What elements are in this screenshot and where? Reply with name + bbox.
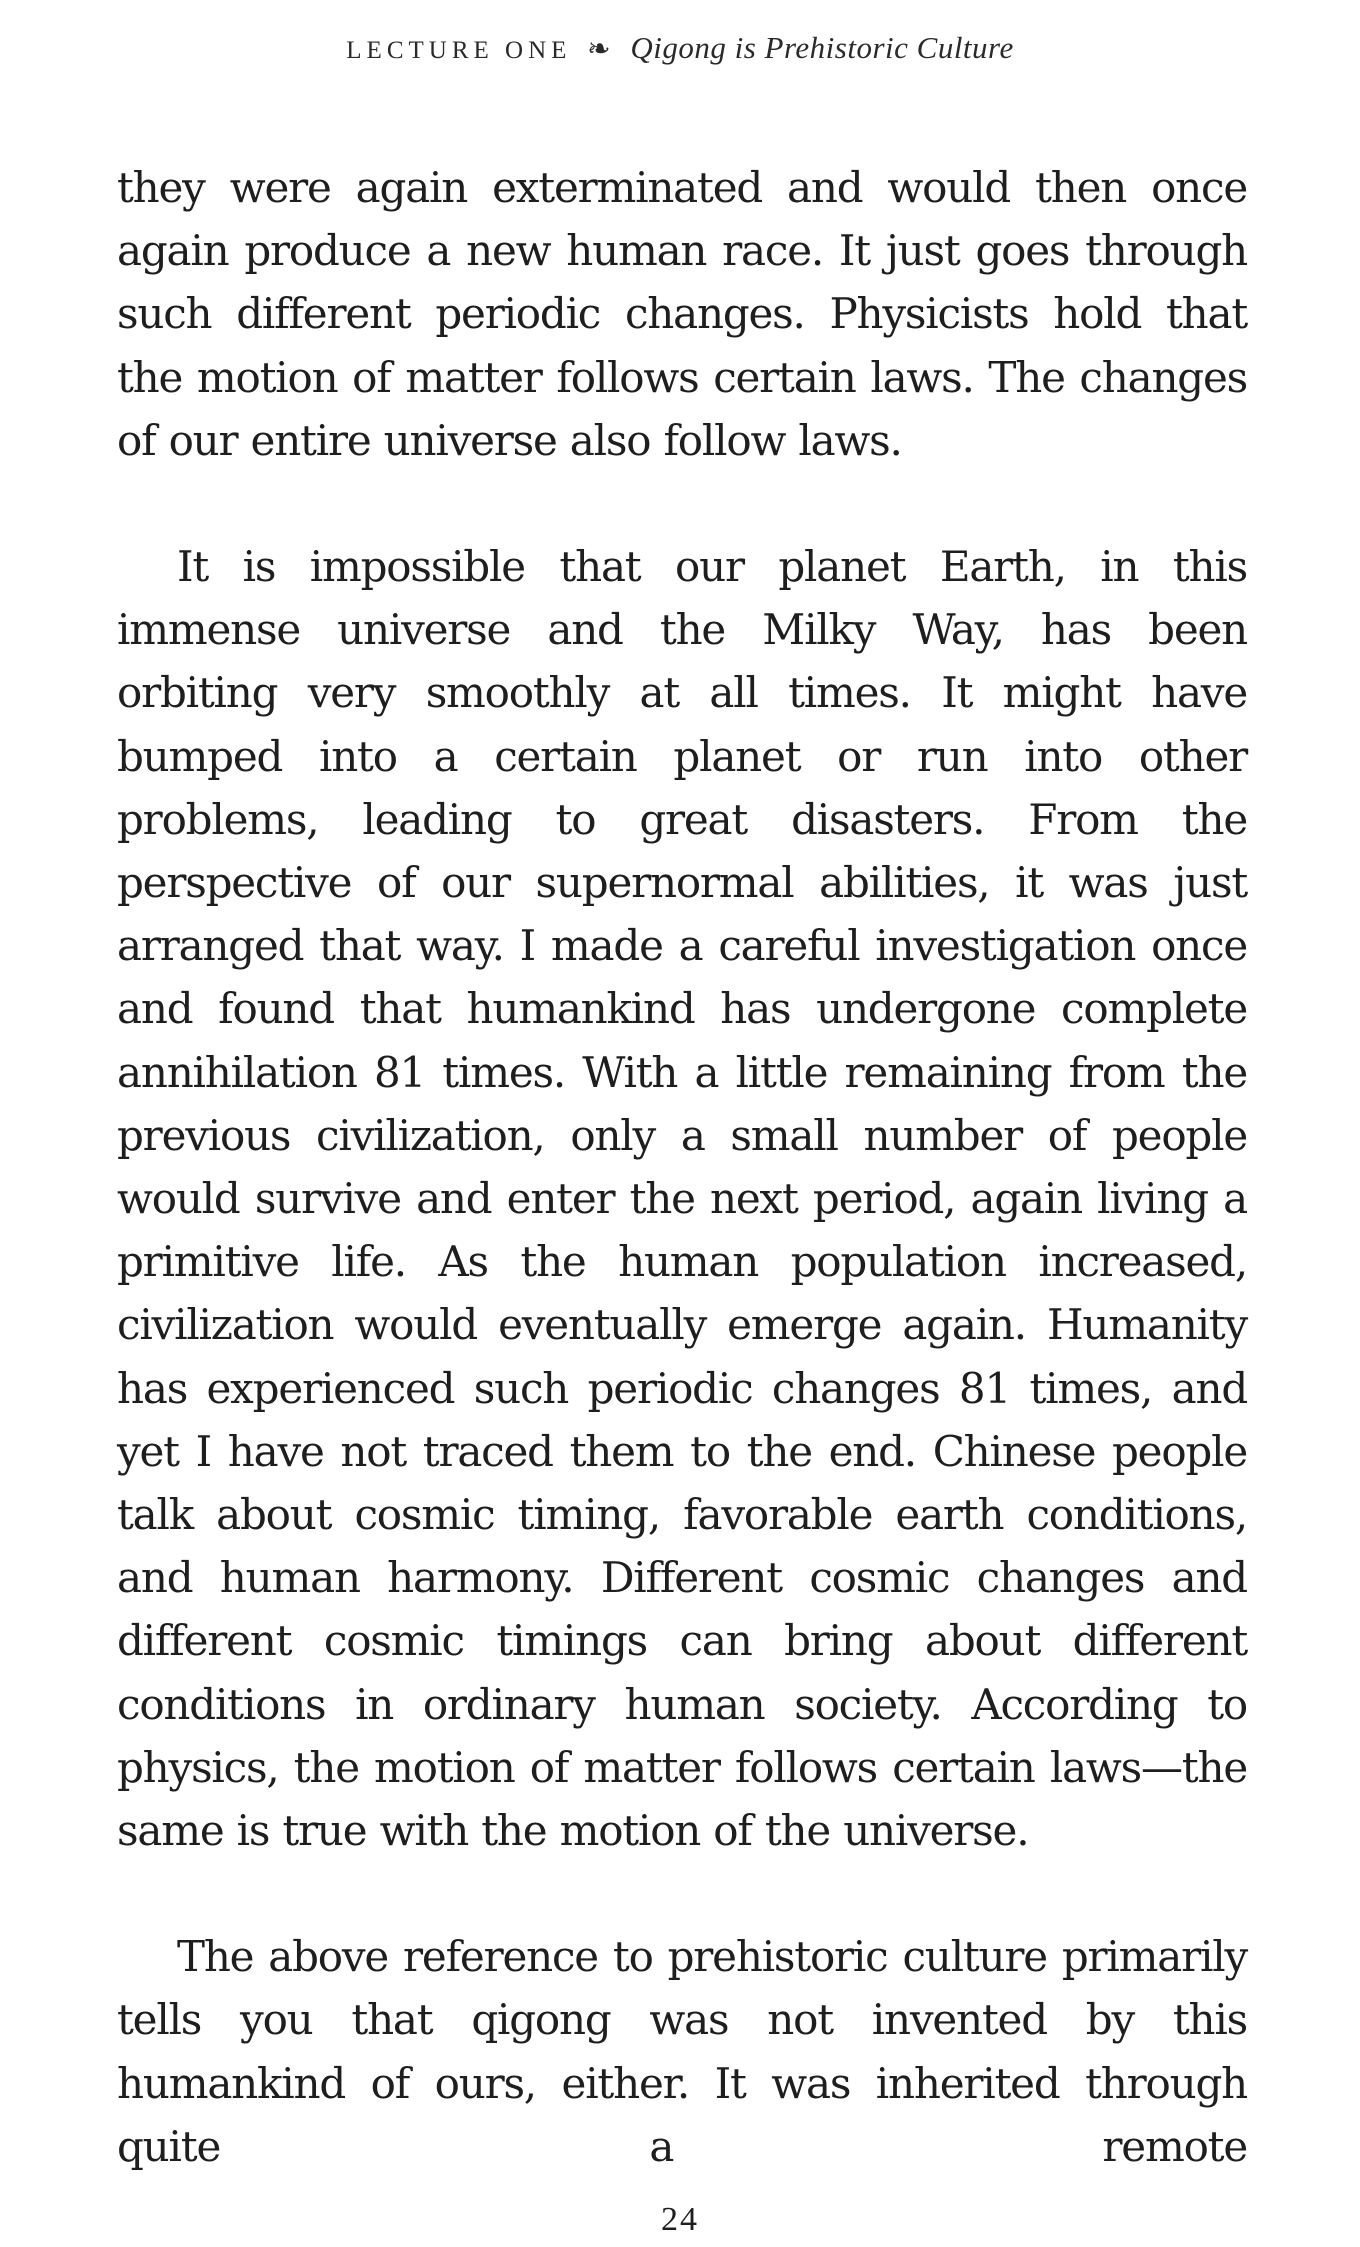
fleuron-icon: ❧ [587, 34, 611, 65]
running-head-chapter-title: Qigong is Prehistoric Culture [630, 30, 1014, 65]
running-head-lecture: LECTURE ONE [346, 37, 572, 64]
paragraph: It is impossible that our planet Earth, in this immense universe and the Milky Way, has been orbiting very smoothly at all times. It might have bumped into a certain planet or run into other problems, leading to great disasters. From the perspective of our supernormal abilities, it was just arranged that way. I made a careful investigation once and found that humankind has undergone complete annihilation 81 times. With a little remaining from the previous civilization, only a small number of people would survive and enter the next period, again living a primitive life. As the human population increased, civilization would eventually emerge again. Humanity has experienced such periodic changes 81 times, and yet I have not traced them to the end. Chinese people talk about cosmic timing, favorable earth conditions, and human harmony. Different cosmic changes and different cosmic timings can bring about different conditions in ordinary human society. According to physics, the motion of matter follows certain laws—the same is true with the motion of the universe. [117, 542, 1247, 1856]
body-text [117, 156, 1247, 2178]
paragraph: The above reference to prehistoric culture primarily tells you that qigong was not invented by this humankind of ours, either. It was inherited through quite a remote [117, 1932, 1247, 2171]
page-number: 24 [661, 2201, 699, 2238]
running-head [0, 28, 1360, 71]
paragraph-continued: they were again exterminated and would then once again produce a new human race. It just goes through such different periodic changes. Physicists hold that the motion of matter follows certain laws. The changes of our entire universe also follow laws. [117, 163, 1247, 465]
